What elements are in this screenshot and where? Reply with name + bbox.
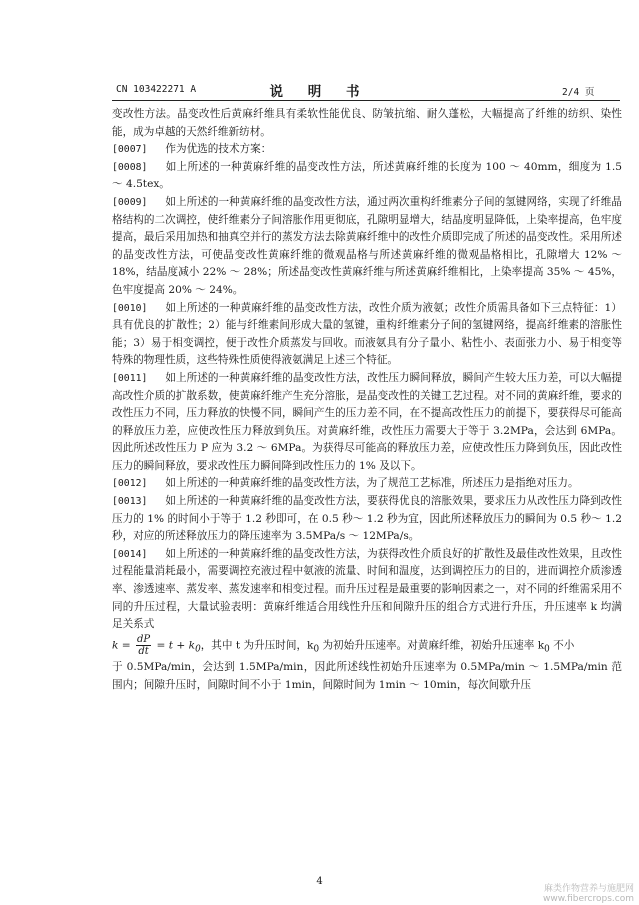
watermark-line-2: www.fibercrops.com (543, 894, 634, 904)
formula-explanation-2: 为初始升压速率。对黄麻纤维，初始升压速率 k (319, 639, 545, 652)
formula-subscript: 0 (544, 644, 550, 655)
paragraph-0014 (112, 546, 622, 634)
document-body (112, 106, 622, 694)
paragraph-0011 (112, 370, 622, 476)
paragraph-0009 (112, 194, 622, 300)
paragraph-text: 如上所述的一种黄麻纤维的晶变改性方法，改性压力瞬间释放，瞬间产生较大压力差，可以大幅提高改性介质的扩散系数，使黄麻纤维产生充分溶胀，是晶变改性的关键工艺过程。对不同的黄麻纤维，要求的改性压力不同，压力释放的快慢不同，瞬间产生的压力差不同，在不提高改性压力的前提下，要获得尽可能高的释放压力差，应使改性压力释放到负压。对黄麻纤维，改性压力需要大于等于 3.2MPa，会达到 6MPa。因此所述改性压力 P 应为 3.2 ～ 6MPa。为获得尽可能高的释放压力差，应使改性压力降到负压，因此改性压力的瞬间释放，要求改性压力瞬间降到改性压力的 1% 及以下。 (112, 371, 622, 472)
paragraph-number: [0009] (112, 196, 148, 208)
fraction-numerator: dP (137, 633, 151, 645)
formula-explanation-3: 不小 (549, 639, 575, 652)
paragraph-number: [0010] (112, 302, 148, 314)
paragraph-text: 如上所述的一种黄麻纤维的晶变改性方法，通过两次重构纤维素分子间的氢键网络，实现了纤维晶格结构的二次调控，使纤维素分子间溶胀作用更彻底，孔隙明显增大，结晶度明显降低，上染率提高，色牢度提高，最后采用加热和抽真空并行的蒸发方法去除黄麻纤维中的改性介质即完成了所述的晶变改性。采用所述的晶变改性方法，可使晶变改性黄麻纤维的微观晶格与所述黄麻纤维的微观晶格相比，孔隙增大 12% ～ 18%，结晶度减小 22% ～ 28%；所述晶变改性黄麻纤维与所述黄麻纤维相比，上染率提高 35% ～ 45%，色牢度提高 20% ～ 24%。 (112, 195, 622, 296)
paragraph-text: 如上所述的一种黄麻纤维的晶变改性方法，改性介质为液氨；改性介质需具备如下三点特征：1）具有优良的扩散性；2）能与纤维素间形成大量的氢键，重构纤维素分子间的氢键网络，提高纤维素的溶胀性能；3）易于相变调控，便于改性介质蒸发与回收。而液氨具有分子量小、粘性小、表面张力小、易于相变等特殊的物理性质，这些特殊性质使得液氨满足上述三个特征。 (112, 301, 622, 367)
publication-number: CN 103422271 A (116, 84, 197, 95)
paragraph-text: 如上所述的一种黄麻纤维的晶变改性方法，要获得优良的溶胀效果，要求压力从改性压力降到改性压力的 1% 的时间小于等于 1.2 秒即可，在 0.5 秒～ 1.2 秒为宜，因此所述释放压力的瞬间为 0.5 秒～ 1.2 秒，对应的所述释放压力的降压速率为 3.5MPa/s ～ 12MPa/s。 (112, 495, 622, 543)
formula-line (112, 634, 622, 659)
formula-lhs: k = (112, 639, 135, 652)
paragraph-number: [0007] (112, 144, 148, 156)
formula-rhs: = t + k (153, 639, 196, 652)
paragraph-0010 (112, 300, 622, 370)
paragraph-0007 (112, 141, 622, 159)
paragraph-number: [0008] (112, 161, 148, 173)
paragraph-number: [0014] (112, 548, 148, 560)
paragraph-0008 (112, 159, 622, 194)
paragraph-text: 于 0.5MPa/min，会达到 1.5MPa/min，因此所述线性初始升压速率为 0.5MPa/min ～ 1.5MPa/min 范围内；间隙升压时，间隙时间不小于 1min，间隙时间为 1min ～ 10min，每次间歇升压 (112, 661, 622, 691)
page-header (0, 0, 639, 106)
paragraph-0012 (112, 475, 622, 493)
paragraph-text: 如上所述的一种黄麻纤维的晶变改性方法，为了规范工艺标准，所述压力是指绝对压力。 (165, 477, 579, 490)
paragraph-text: 如上所述的一种黄麻纤维的晶变改性方法，为获得改性介质良好的扩散性及最佳改性效果，且改性过程能量消耗最小，需要调控充液过程中氨液的流量、时间和温度，达到调控压力的目的，进而调控介质渗透率、渗透速率、蒸发率、蒸发速率和相变过程。而升压过程是最重要的影响因素之一，对不同的纤维需采用不同的升压过程，大量试验表明：黄麻纤维适合用线性升压和间隙升压的组合方式进行升压，升压速率 k 均满足关系式 (112, 547, 622, 631)
formula-subscript: 0 (195, 644, 201, 655)
formula-subscript: 0 (313, 644, 320, 655)
header-rule (112, 100, 620, 101)
paragraph-continuation (112, 106, 622, 141)
page-title: 说 明 书 (269, 84, 370, 100)
fraction-denominator: dt (138, 645, 149, 657)
page-number: 4 (316, 876, 323, 887)
formula-explanation: ，其中 t 为升压时间，k (200, 639, 314, 652)
site-watermark (512, 884, 634, 904)
paragraph-0013 (112, 493, 622, 546)
paragraph-text: 作为优选的技术方案： (165, 143, 272, 156)
page-reference: 2/4 页 (562, 87, 595, 98)
paragraph-tail (112, 659, 622, 694)
paragraph-text: 如上所述的一种黄麻纤维的晶变改性方法，所述黄麻纤维的长度为 100 ～ 40mm，细度为 1.5 ～ 4.5tex。 (112, 160, 622, 191)
paragraph-number: [0012] (112, 478, 148, 490)
paragraph-text: 变改性方法。晶变改性后黄麻纤维具有柔软性能优良、防皱抗缩、耐久蓬松，大幅提高了纤维的纺织、染性能，成为卓越的天然纤维新纺材。 (112, 108, 622, 138)
derivative-fraction (136, 634, 151, 657)
paragraph-number: [0011] (112, 372, 148, 384)
paragraph-number: [0013] (112, 496, 148, 508)
watermark-line-1: 麻类作物营养与施肥网 (543, 884, 634, 894)
